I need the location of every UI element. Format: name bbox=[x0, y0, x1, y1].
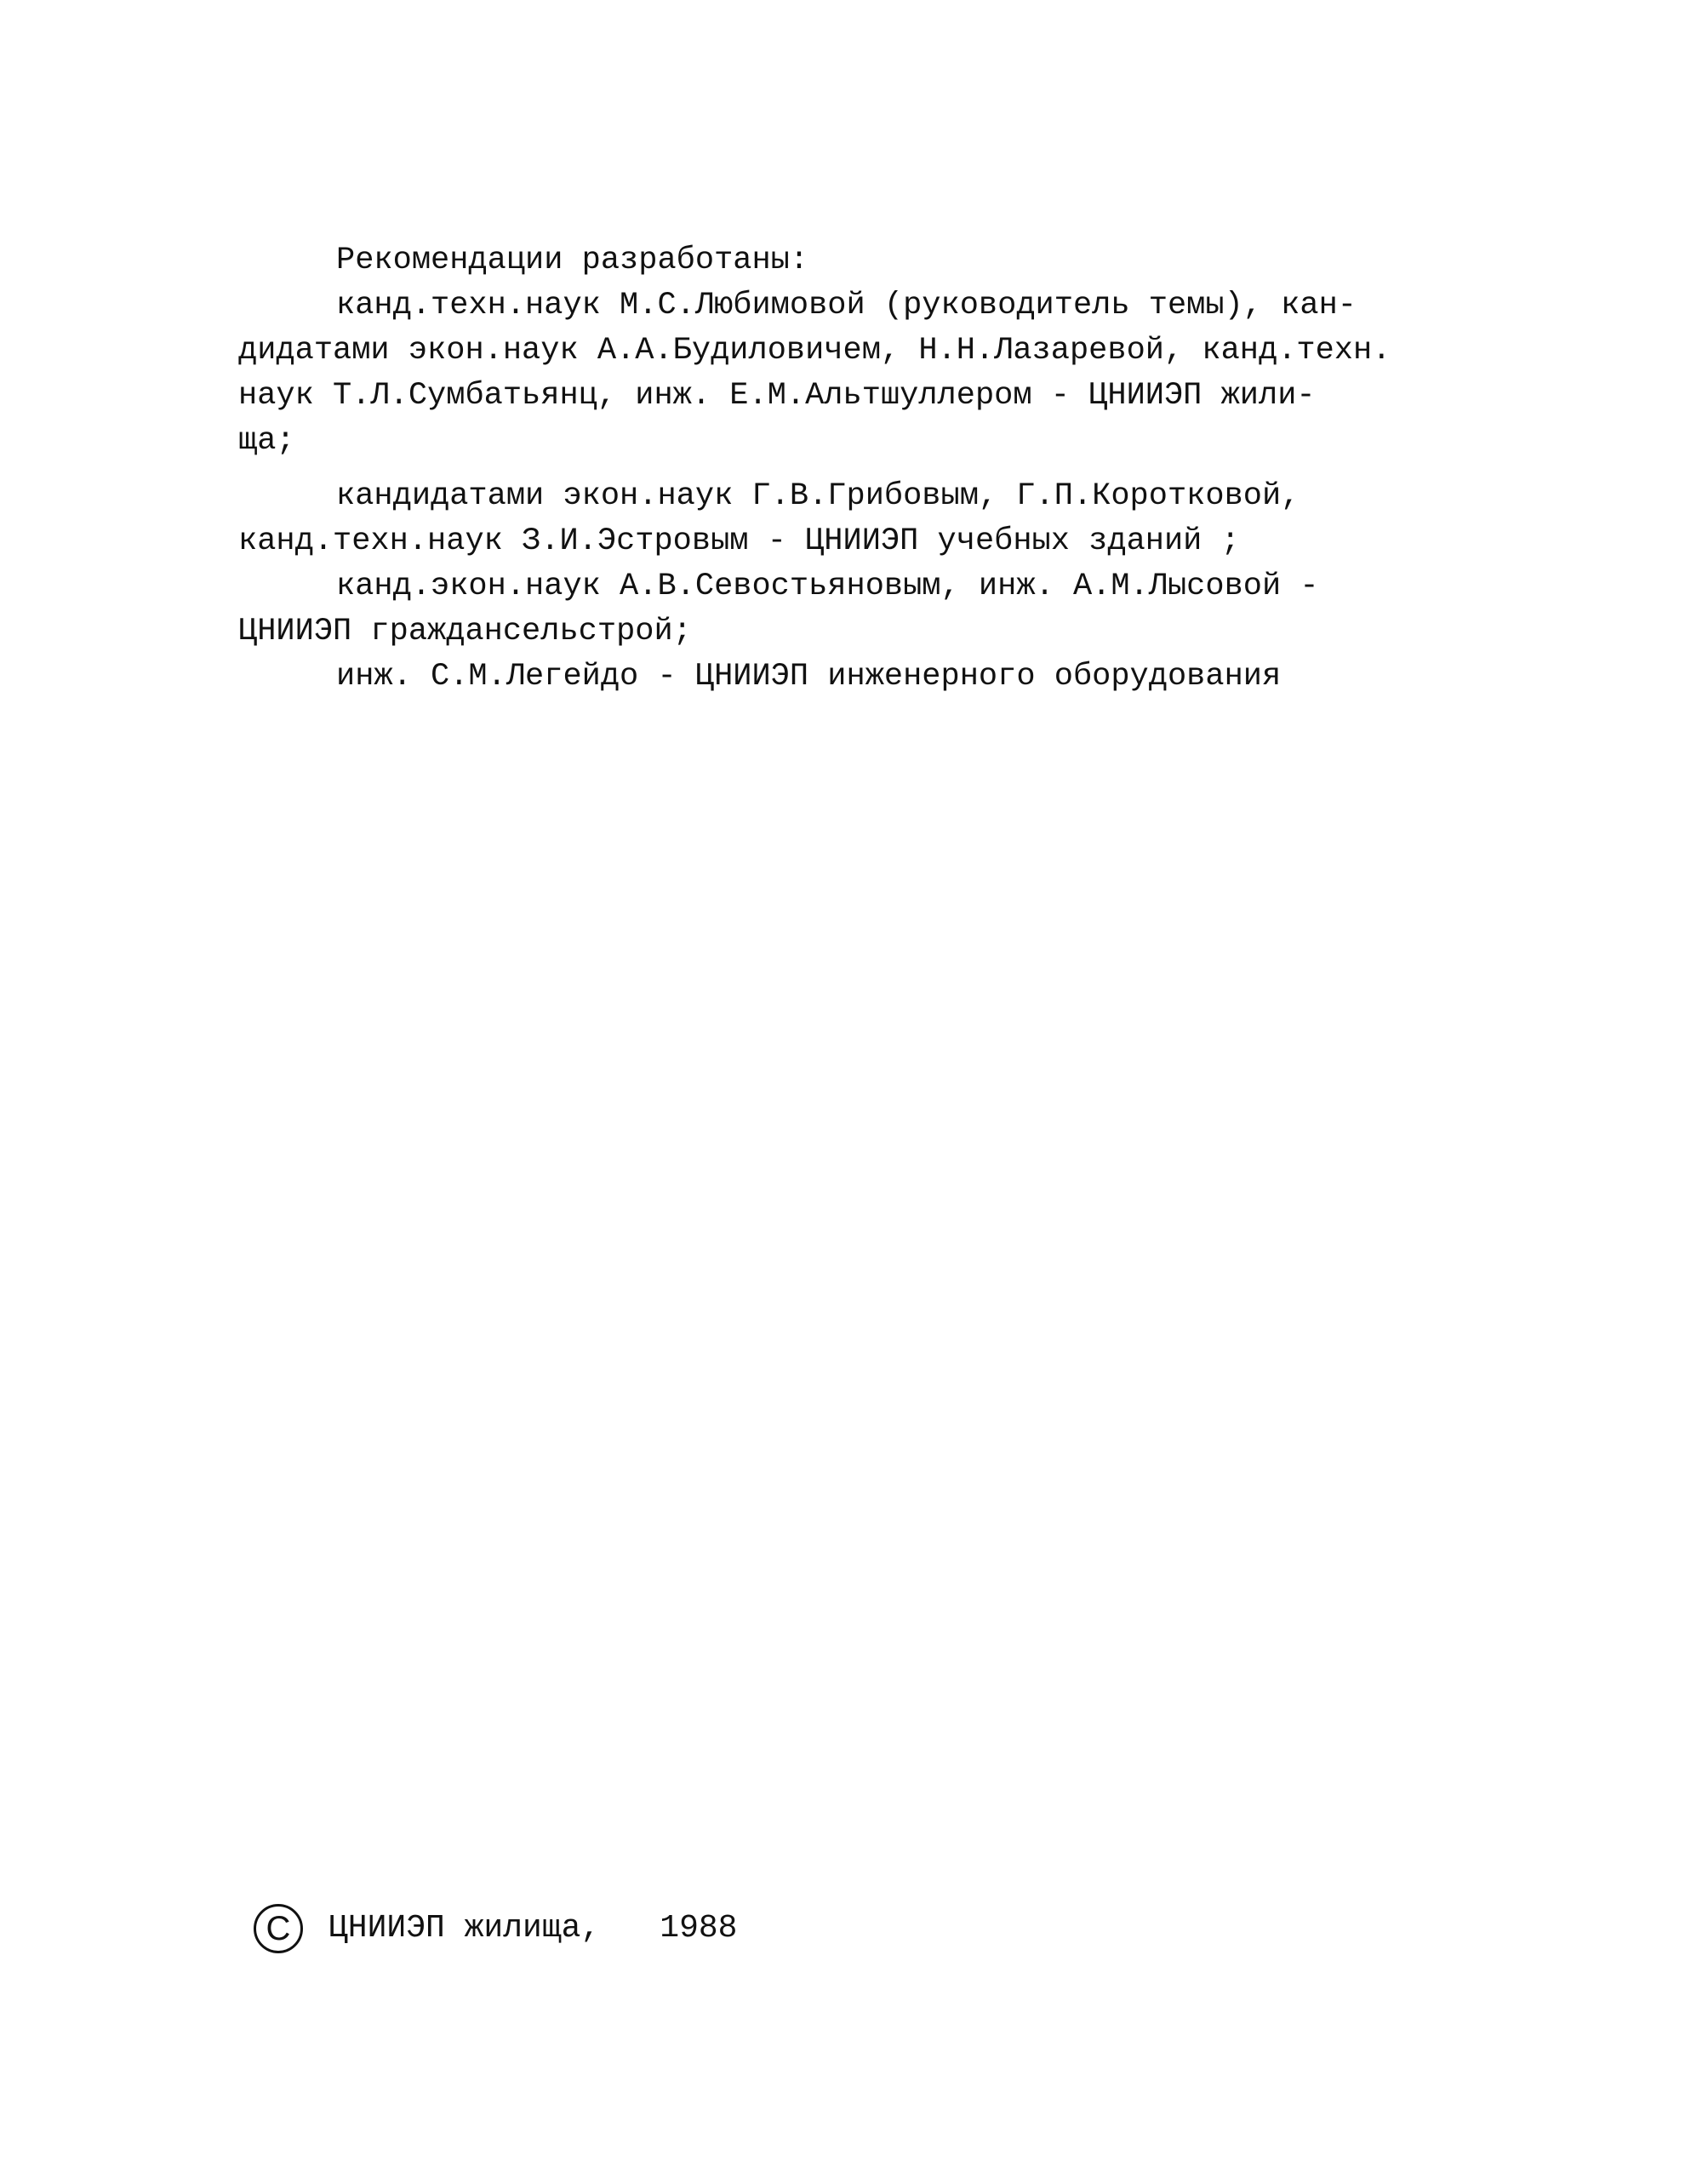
credits-line: дидатами экон.наук А.А.Будиловичем, Н.Н.Лазаревой, канд.техн. bbox=[238, 333, 1391, 369]
credits-line: инж. С.М.Легейдо - ЦНИИЭП инженерного оборудования bbox=[336, 659, 1282, 695]
credits-line: ща; bbox=[238, 423, 295, 459]
credits-paragraph-3 bbox=[238, 564, 1498, 655]
copyright-organization: ЦНИИЭП жилища, bbox=[328, 1910, 601, 1947]
credits-section bbox=[238, 238, 1498, 700]
copyright-notice bbox=[254, 1903, 737, 1954]
credits-paragraph-4 bbox=[238, 655, 1498, 700]
credits-paragraph-2 bbox=[238, 474, 1498, 564]
credits-heading: Рекомендации разработаны: bbox=[336, 243, 809, 278]
credits-line: канд.экон.наук А.В.Севостьяновым, инж. А.М.Лысовой - bbox=[336, 569, 1319, 604]
credits-line: ЦНИИЭП граждансельстрой; bbox=[238, 614, 692, 649]
credits-paragraph-1 bbox=[238, 283, 1498, 464]
copyright-icon: C bbox=[254, 1904, 303, 1953]
credits-line: наук Т.Л.Сумбатьянц, инж. Е.М.Альтшуллером - ЦНИИЭП жили- bbox=[238, 378, 1316, 414]
credits-line: канд.техн.наук М.С.Любимовой (руководитель темы), кан- bbox=[336, 288, 1357, 323]
copyright-year: 1988 bbox=[660, 1910, 738, 1947]
credits-line: канд.техн.наук З.И.Эстровым - ЦНИИЭП учебных зданий ; bbox=[238, 523, 1240, 559]
credits-line: кандидатами экон.наук Г.В.Грибовым, Г.П.Коротковой, bbox=[336, 478, 1300, 514]
